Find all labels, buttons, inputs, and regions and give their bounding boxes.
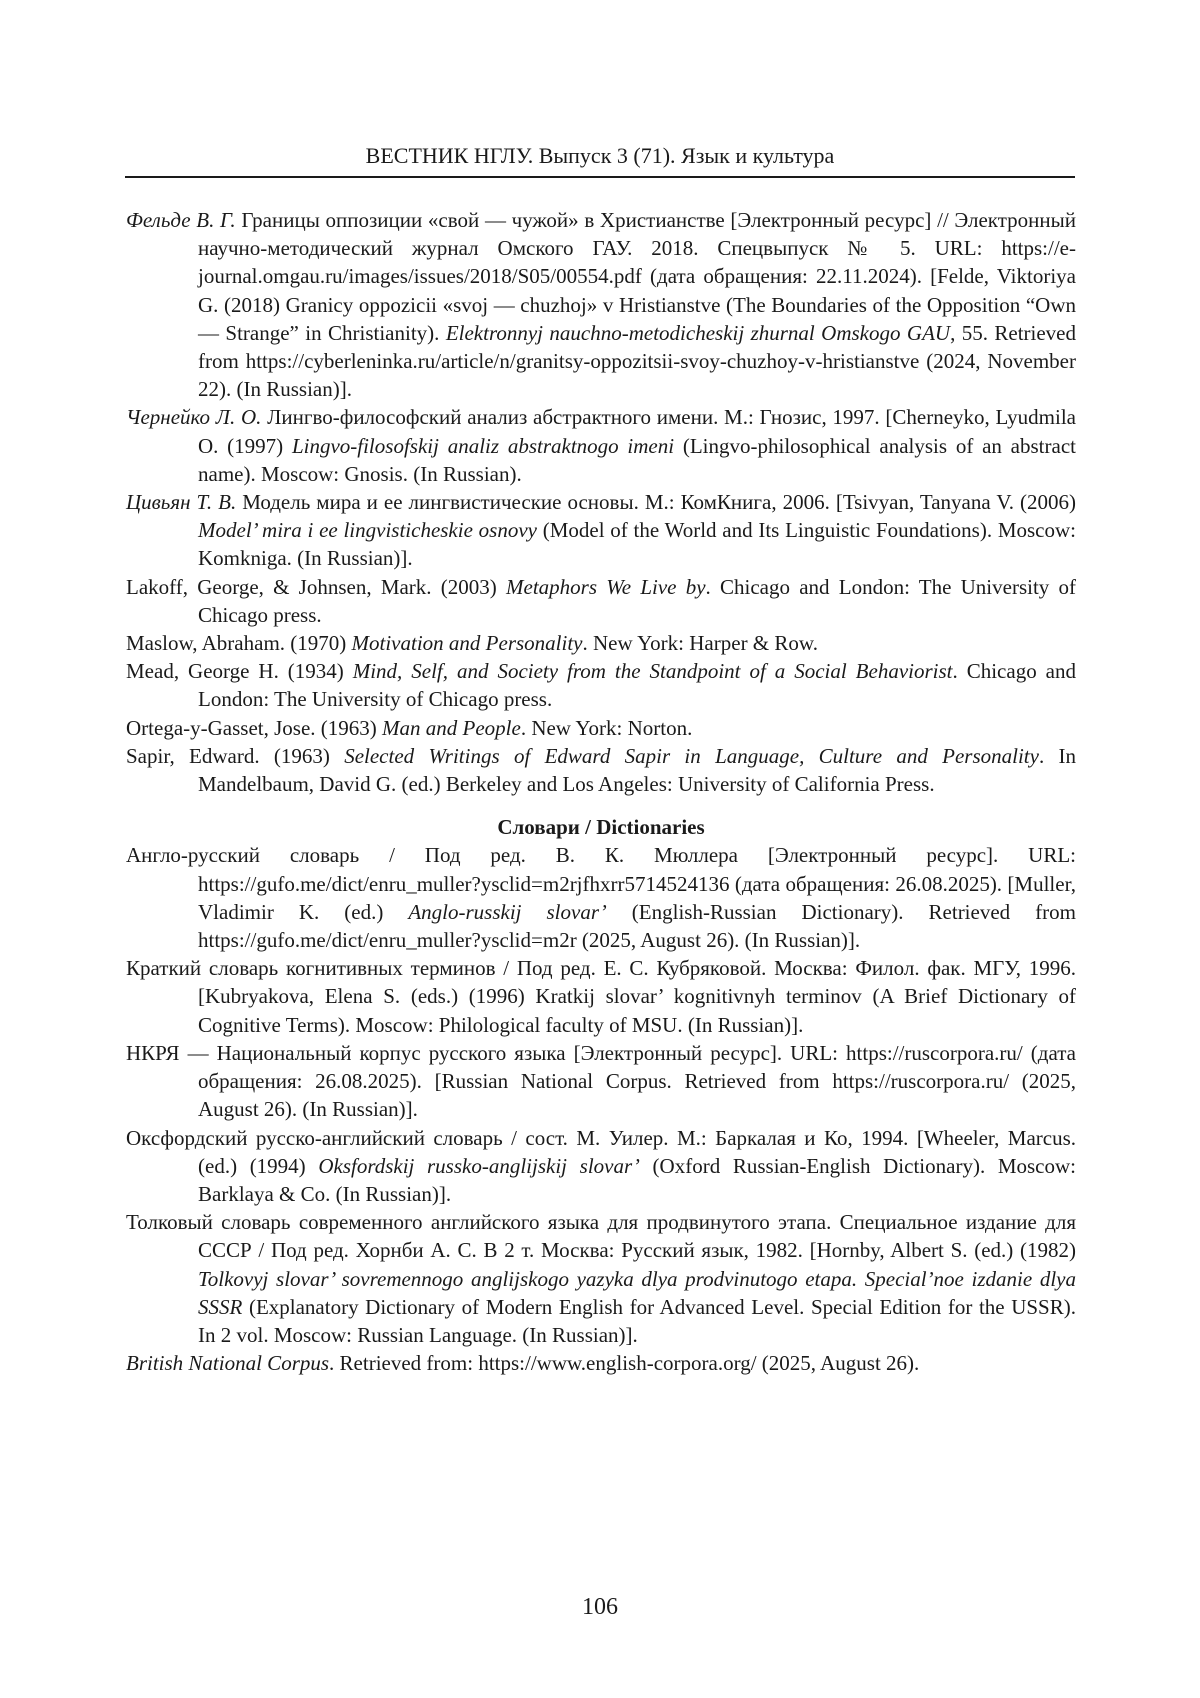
reference-entry — [126, 403, 1076, 488]
reference-entry — [126, 657, 1076, 713]
reference-entry — [126, 629, 1076, 657]
reference-title: Selected Writings of Edward Sapir in Language, Culture and Personality — [344, 744, 1039, 768]
reference-tail: (Model of the World and Its Linguistic Foundations). Moscow: Komkniga. (In Russian)]. — [198, 518, 1076, 570]
reference-tail: . Chicago and London: The University of Chicago press. — [198, 575, 1076, 627]
reference-text: Maslow, Abraham. (1970) — [126, 631, 352, 655]
reference-tail: . New York: Harper & Row. — [583, 631, 818, 655]
reference-tail: . In Mandelbaum, David G. (ed.) Berkeley and Los Angeles: University of California Press. — [198, 744, 1076, 796]
reference-title: Model’ mira i ee lingvisticheskie osnovy — [198, 518, 537, 542]
reference-title: Oksfordskij russko-anglijskij slovar’ — [318, 1154, 640, 1178]
reference-author: British National Corpus — [126, 1351, 329, 1375]
reference-tail: . New York: Norton. — [521, 716, 693, 740]
reference-tail: (Oxford Russian-English Dictionary). Moscow: Barklaya & Co. (In Russian)]. — [198, 1154, 1076, 1206]
reference-author: Цивьян Т. В. — [126, 490, 236, 514]
dictionary-entry — [126, 1039, 1076, 1124]
reference-author: Чернейко Л. О. — [126, 405, 261, 429]
reference-title: Anglo-russkij slovar’ — [408, 900, 606, 924]
header-divider — [125, 176, 1075, 178]
reference-tail: (Explanatory Dictionary of Modern English for Advanced Level. Special Edition for the USSR). In 2 vol. Moscow: Russian Language. (In Russian)]. — [198, 1295, 1076, 1347]
dictionary-entry — [126, 1208, 1076, 1349]
reference-title: Metaphors We Live by — [506, 575, 706, 599]
reference-entry — [126, 714, 1076, 742]
reference-tail: . Chicago and London: The University of Chicago press. — [198, 659, 1076, 711]
reference-text: Толковый словарь современного английского языка для продвинутого этапа. Специальное издание для СССР / Под ред. Хорнби А. С. В 2 т. Москва: Русский язык, 1982. [Hornby, Albert S. (ed.) (1982) — [126, 1210, 1076, 1262]
reference-tail: (Lingvo-philosophical analysis of an abstract name). Moscow: Gnosis. (In Russian). — [198, 434, 1076, 486]
reference-text: Mead, George H. (1934) — [126, 659, 353, 683]
reference-entry — [126, 488, 1076, 573]
reference-text: . Retrieved from: https://www.english-corpora.org/ (2025, August 26). — [329, 1351, 919, 1375]
reference-text: Оксфордский русско-английский словарь / сост. М. Уилер. М.: Баркалая и Ко, 1994. [Wheeler, Marcus. (ed.) (1994) — [126, 1126, 1076, 1178]
reference-entry — [126, 742, 1076, 798]
reference-text: Модель мира и ее лингвистические основы. М.: КомКнига, 2006. [Tsivyan, Tanyana V. (2006) — [236, 490, 1076, 514]
reference-entry — [126, 573, 1076, 629]
dictionary-entry — [126, 1349, 1076, 1377]
reference-text: Англо-русский словарь / Под ред. В. К. Мюллера [Электронный ресурс]. URL: https://gufo.me/dict/enru_muller?ysclid=m2rjfhxrr5714524136 (дата обращения: 26.08.2025). [Muller, Vladimir K. (ed.) — [126, 843, 1076, 923]
reference-tail: (English-Russian Dictionary). Retrieved from https://gufo.me/dict/enru_muller?ysclid=m2r (2025, August 26). (In Russian)]. — [198, 900, 1076, 952]
reference-title: Lingvo-filosofskij analiz abstraktnogo imeni — [292, 434, 674, 458]
reference-title: Elektronnyj nauchno-metodicheskij zhurnal Omskogo GAU — [446, 321, 950, 345]
reference-title: Man and People — [382, 716, 521, 740]
dictionary-entry — [126, 841, 1076, 954]
reference-text: Лингво-философский анализ абстрактного имени. М.: Гнозис, 1997. [Cherneyko, Lyudmila O. (1997) — [198, 405, 1076, 457]
reference-text: Sapir, Edward. (1963) — [126, 744, 344, 768]
reference-entry — [126, 206, 1076, 403]
dictionary-entry — [126, 1124, 1076, 1209]
reference-tail: , 55. Retrieved from https://cyberleninka.ru/article/n/granitsy-oppozitsii-svoy-chuzhoy-v-hristianstve (2024, November 22). (In Russian)]. — [198, 321, 1076, 401]
reference-text: Границы оппозиции «свой — чужой» в Христианстве [Электронный ресурс] // Электронный научно-методический журнал Омского ГАУ. 2018. Спецвыпуск № 5. URL: https://e-journal.omgau.ru/images/issues/2018/S05/00554.pdf (дата обращения: 22.11.2024). [Felde, Viktoriya G. (2018) Granicy oppozicii «svoj — chuzhoj» v Hristianstve (The Boundaries of the Opposition “Own — Strange” in Christianity). — [198, 208, 1076, 345]
page-number: 106 — [0, 1592, 1200, 1622]
reference-text: Ortega-y-Gasset, Jose. (1963) — [126, 716, 382, 740]
reference-author: Фельде В. Г. — [126, 208, 236, 232]
reference-text: НКРЯ — Национальный корпус русского языка [Электронный ресурс]. URL: https://ruscorpora.ru/ (дата обращения: 26.08.2025). [Russian National Corpus. Retrieved from https://ruscorpora.ru/ (2025, August 26). (In Russian)]. — [126, 1041, 1076, 1121]
reference-text: Краткий словарь когнитивных терминов / Под ред. Е. С. Кубряковой. Москва: Филол. фак. МГУ, 1996. [Kubryakova, Elena S. (eds.) (1996) Kratkij slovar’ kognitivnyh terminov (A Brief Dictionary of Cognitive Terms). Moscow: Philological faculty of MSU. (In Russian)]. — [126, 956, 1076, 1036]
reference-title: Tolkovyj slovar’ sovremennogo anglijskogo yazyka dlya prodvinutogo etapa. Special’noe izdanie dlya SSSR — [198, 1267, 1076, 1319]
reference-title: Mind, Self, and Society from the Standpoint of a Social Behaviorist — [353, 659, 953, 683]
reference-text: Lakoff, George, & Johnsen, Mark. (2003) — [126, 575, 506, 599]
section-heading-dictionaries: Словари / Dictionaries — [126, 813, 1076, 841]
dictionary-entry — [126, 954, 1076, 1039]
reference-title: Motivation and Personality — [352, 631, 583, 655]
reference-list — [126, 206, 1076, 1377]
running-title: ВЕСТНИК НГЛУ. Выпуск 3 (71). Язык и культура — [125, 141, 1075, 171]
